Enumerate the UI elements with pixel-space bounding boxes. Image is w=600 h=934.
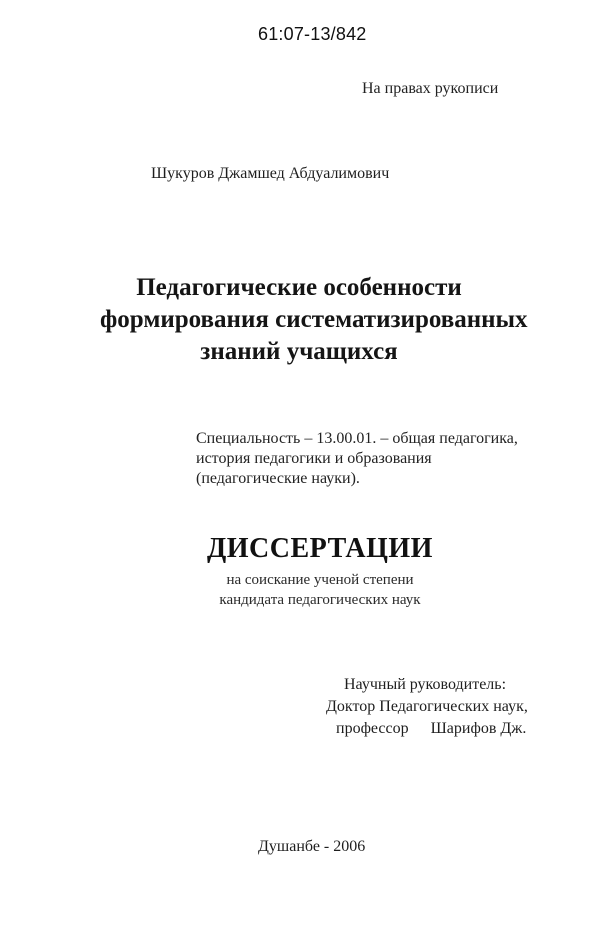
supervisor-info — [322, 674, 528, 740]
degree-info — [160, 570, 480, 610]
specialty-line: (педагогические науки). — [196, 470, 360, 487]
title-line: знаний учащихся — [200, 338, 398, 365]
title-line: Педагогические особенности — [136, 274, 462, 301]
catalog-number: 61:07-13/842 — [258, 24, 367, 44]
manuscript-rights-note: На правах рукописи — [362, 80, 499, 97]
supervisor-heading: Научный руководитель: — [344, 676, 507, 693]
specialty-info — [196, 429, 518, 489]
document-type-heading: ДИССЕРТАЦИИ — [207, 533, 433, 564]
supervisor-rank: профессор — [336, 720, 409, 737]
supervisor-rank-row — [322, 718, 528, 740]
author-name: Шукуров Джамшед Абдуалимович — [151, 165, 390, 182]
supervisor-degree: Доктор Педагогических наук, — [326, 698, 528, 715]
degree-line: кандидата педагогических наук — [219, 592, 421, 608]
dissertation-title — [100, 272, 528, 368]
specialty-line: Специальность – 13.00.01. – общая педагогика, — [196, 430, 518, 447]
specialty-line: история педагогики и образования — [196, 450, 432, 467]
title-line: формирования систематизированных — [100, 306, 528, 333]
degree-line: на соискание ученой степени — [226, 572, 414, 588]
supervisor-name: Шарифов Дж. — [430, 720, 527, 737]
place-and-year: Душанбе - 2006 — [258, 838, 366, 855]
